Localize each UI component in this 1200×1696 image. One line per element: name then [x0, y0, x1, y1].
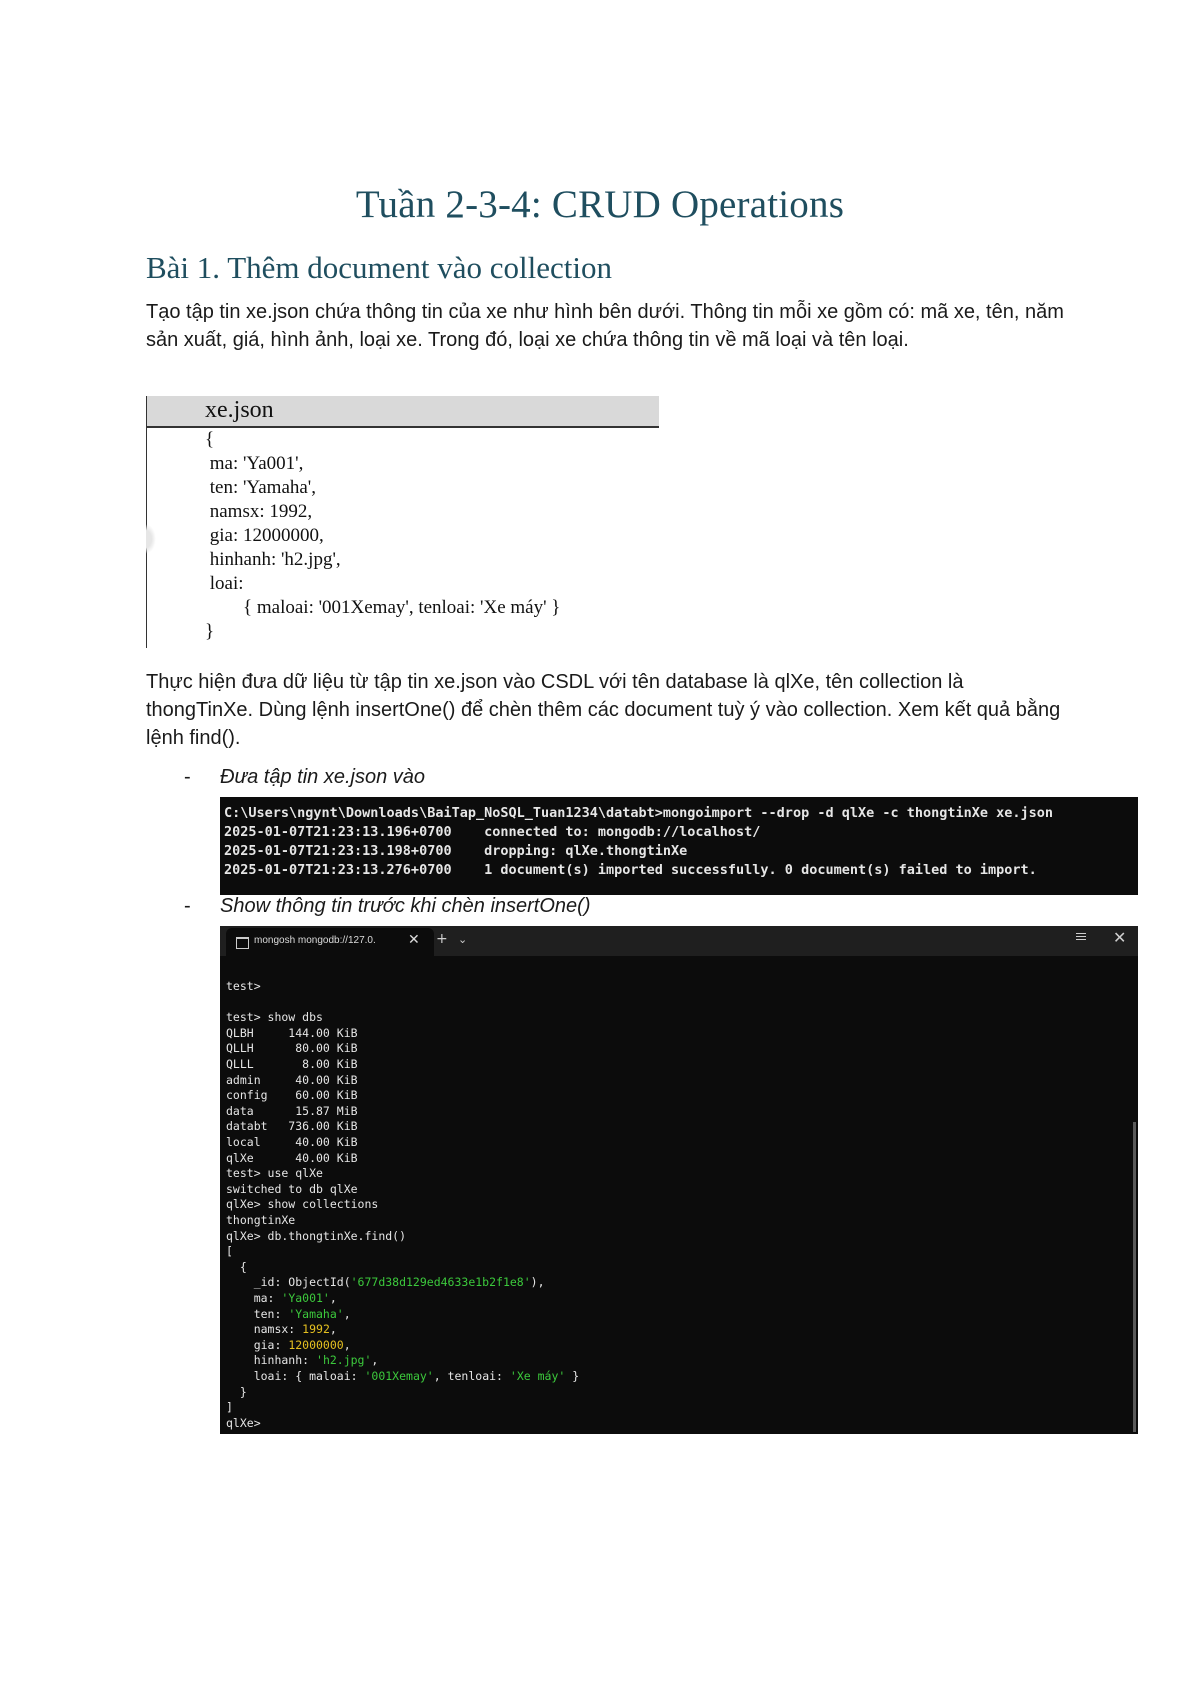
- bullet-show: Show thông tin trước khi chèn insertOne(): [220, 895, 591, 917]
- page-title: Tuần 2-3-4: CRUD Operations: [355, 183, 845, 226]
- json-box-header: [147, 396, 659, 428]
- json-line: namsx: 1992,: [205, 501, 313, 522]
- terminal-tab[interactable]: [226, 928, 434, 956]
- terminal-line: thongtinXe: [226, 1213, 296, 1227]
- terminal-line: [: [226, 1244, 233, 1259]
- terminal-line: config 60.00 KiB: [226, 1088, 358, 1103]
- terminal-line: }: [226, 1384, 247, 1399]
- json-line: { maloai: '001Xemay', tenloai: 'Xe máy' }: [205, 597, 561, 618]
- json-line: {: [205, 429, 215, 450]
- json-line: loai:: [205, 573, 244, 594]
- json-box-title: xe.json: [205, 397, 274, 423]
- terminal-line: qlXe> show collections: [226, 1197, 379, 1212]
- terminal-line: ten: 'Yamaha',: [226, 1306, 351, 1321]
- bullet-marker: -: [184, 895, 191, 917]
- terminal-line: qlXe>: [226, 1415, 261, 1430]
- terminal-line: {: [226, 1259, 247, 1274]
- terminal-line: test> show dbs: [226, 1010, 323, 1025]
- section-heading: Bài 1. Thêm document vào collection: [146, 250, 613, 285]
- close-tab-icon[interactable]: ✕: [408, 932, 420, 948]
- terminal-tab-bar: [220, 926, 1138, 956]
- terminal-scrollbar[interactable]: [1133, 1122, 1136, 1432]
- json-sample-box: [146, 396, 659, 648]
- terminal-line: 2025-01-07T21:23:13.198+0700 dropping: qlXe.thongtinXe: [224, 843, 688, 859]
- terminal-line: _id: ObjectId('677d38d129ed4633e1b2f1e8'),: [226, 1275, 545, 1290]
- json-line: hinhanh: 'h2.jpg',: [205, 549, 341, 570]
- terminal-line: admin 40.00 KiB: [226, 1072, 358, 1087]
- bullet-import: Đưa tập tin xe.json vào: [220, 766, 426, 788]
- terminal-line: loai: { maloai: '001Xemay', tenloai: 'Xe máy' }: [226, 1369, 580, 1383]
- import-terminal: [220, 797, 1138, 895]
- terminal-line: QLLH 80.00 KiB: [226, 1041, 358, 1056]
- json-line: ma: 'Ya001',: [205, 453, 304, 474]
- task-paragraph: Thực hiện đưa dữ liệu từ tập tin xe.json vào CSDL với tên database là qlXe, tên collection là thongTinXe. Dùng lệnh insertOne() để chèn thêm các document tuỳ ý vào collection. Xem kết quả bằng lệnh find().: [146, 671, 1061, 749]
- minimize-icon[interactable]: [1076, 931, 1086, 941]
- terminal-line: qlXe> db.thongtinXe.find(): [226, 1228, 407, 1243]
- terminal-line: ]: [226, 1400, 233, 1415]
- chevron-down-icon[interactable]: ⌄: [458, 933, 468, 946]
- json-line: }: [205, 621, 215, 642]
- terminal-line: QLBH 144.00 KiB: [226, 1025, 358, 1040]
- terminal-icon: [236, 937, 249, 949]
- bullet-marker: -: [184, 766, 191, 788]
- terminal-line: C:\Users\ngynt\Downloads\BaiTap_NoSQL_Tuan1234\databt>mongoimport --drop -d qlXe -c thongtinXe xe.json: [224, 805, 1054, 821]
- terminal-line: test>: [226, 979, 261, 993]
- terminal-line: QLLL 8.00 KiB: [226, 1057, 358, 1071]
- terminal-line: test> use qlXe: [226, 1166, 323, 1181]
- terminal-line: ma: 'Ya001',: [226, 1291, 337, 1305]
- terminal-tab-title: mongosh mongodb://127.0.: [254, 935, 376, 946]
- terminal-line: data 15.87 MiB: [226, 1103, 358, 1118]
- mongosh-terminal: [220, 926, 1138, 1434]
- terminal-line: 2025-01-07T21:23:13.276+0700 1 document(s) imported successfully. 0 document(s) failed to import.: [224, 862, 1037, 878]
- intro-paragraph: Tạo tập tin xe.json chứa thông tin của xe như hình bên dưới. Thông tin mỗi xe gồm có: mã xe, tên, năm sản xuất, giá, hình ảnh, loại xe. Trong đó, loại xe chứa thông tin về mã loại và tên loại.: [146, 301, 1064, 351]
- terminal-line: qlXe 40.00 KiB: [226, 1150, 358, 1165]
- terminal-line: 2025-01-07T21:23:13.196+0700 connected to: mongodb://localhost/: [224, 824, 761, 840]
- new-tab-icon[interactable]: +: [436, 931, 448, 947]
- terminal-line: databt 736.00 KiB: [226, 1119, 358, 1134]
- json-line: gia: 12000000,: [205, 525, 324, 546]
- terminal-line: gia: 12000000,: [226, 1337, 351, 1352]
- json-line: ten: 'Yamaha',: [205, 477, 316, 498]
- terminal-line: switched to db qlXe: [226, 1181, 358, 1196]
- window-close-icon[interactable]: ✕: [1113, 928, 1127, 947]
- terminal-line: local 40.00 KiB: [226, 1135, 358, 1149]
- margin-marker: [146, 524, 156, 554]
- terminal-line: namsx: 1992,: [226, 1322, 337, 1337]
- terminal-line: hinhanh: 'h2.jpg',: [226, 1353, 379, 1368]
